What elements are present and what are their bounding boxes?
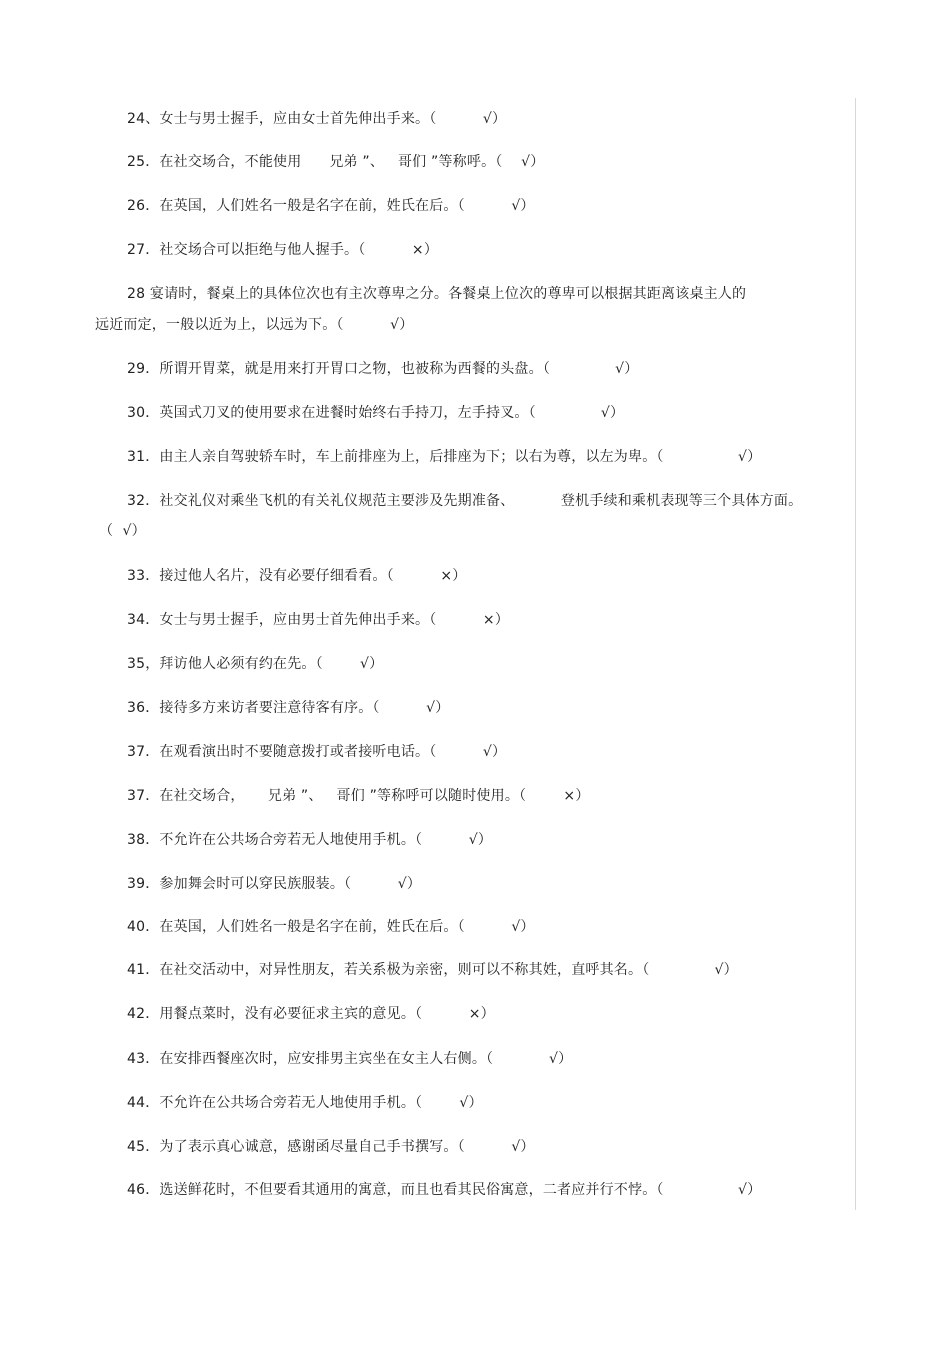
question-37a: 37．在观看演出时不要随意拨打或者接听电话。（ √） (127, 744, 507, 760)
question-32-line-1: 32．社交礼仪对乘坐飞机的有关礼仪规范主要涉及先期准备、 登机手续和乘机表现等三个具体方面。 (127, 493, 803, 509)
question-32-line-2: （ √） (99, 523, 146, 539)
question-33: 33．接过他人名片，没有必要仔细看看。（ ×） (127, 568, 467, 584)
question-42: 42．用餐点菜时，没有必要征求主宾的意见。（ ×） (127, 1006, 495, 1022)
question-41: 41．在社交活动中，对异性朋友，若关系极为亲密，则可以不称其姓，直呼其名。（ √） (127, 962, 738, 978)
question-36: 36．接待多方来访者要注意待客有序。（ √） (127, 700, 450, 716)
question-39: 39．参加舞会时可以穿民族服装。（ √） (127, 876, 422, 892)
question-26: 26．在英国，人们姓名一般是名字在前，姓氏在后。（ √） (127, 198, 535, 214)
question-45: 45．为了表示真心诚意，感谢函尽量自己手书撰写。（ √） (127, 1139, 535, 1155)
question-24: 24、女士与男士握手，应由女士首先伸出手来。（ √） (127, 111, 507, 127)
question-43: 43．在安排西餐座次时，应安排男主宾坐在女主人右侧。（ √） (127, 1051, 573, 1067)
question-27: 27．社交场合可以拒绝与他人握手。（ ×） (127, 242, 439, 258)
question-29: 29．所谓开胃菜，就是用来打开胃口之物，也被称为西餐的头盘。（ √） (127, 361, 639, 377)
question-46: 46．选送鲜花时，不但要看其通用的寓意，而且也看其民俗寓意，二者应并行不悖。（ √） (127, 1182, 762, 1198)
question-28-line-1: 28 宴请时，餐桌上的具体位次也有主次尊卑之分。各餐桌上位次的尊卑可以根据其距离该桌主人的 (127, 286, 747, 302)
question-31: 31．由主人亲自驾驶轿车时，车上前排座为上，后排座为下；以右为尊，以左为卑。（ √） (127, 449, 762, 465)
question-25: 25．在社交场合，不能使用 兄弟 ”、 哥们 ”等称呼。（ √） (127, 154, 545, 170)
question-37b: 37．在社交场合， 兄弟 ”、 哥们 ”等称呼可以随时使用。（ ×） (127, 788, 590, 804)
question-38: 38．不允许在公共场合旁若无人地使用手机。（ √） (127, 832, 493, 848)
question-40: 40．在英国，人们姓名一般是名字在前，姓氏在后。（ √） (127, 919, 535, 935)
question-44: 44．不允许在公共场合旁若无人地使用手机。（ √） (127, 1095, 483, 1111)
question-28-line-2: 远近而定，一般以近为上，以远为下。（ √） (95, 317, 414, 333)
question-30: 30．英国式刀叉的使用要求在进餐时始终右手持刀，左手持叉。（ √） (127, 405, 625, 421)
page-edge-divider (855, 98, 856, 1210)
question-34: 34．女士与男士握手，应由男士首先伸出手来。（ ×） (127, 612, 510, 628)
question-35: 35，拜访他人必须有约在先。（ √） (127, 656, 384, 672)
